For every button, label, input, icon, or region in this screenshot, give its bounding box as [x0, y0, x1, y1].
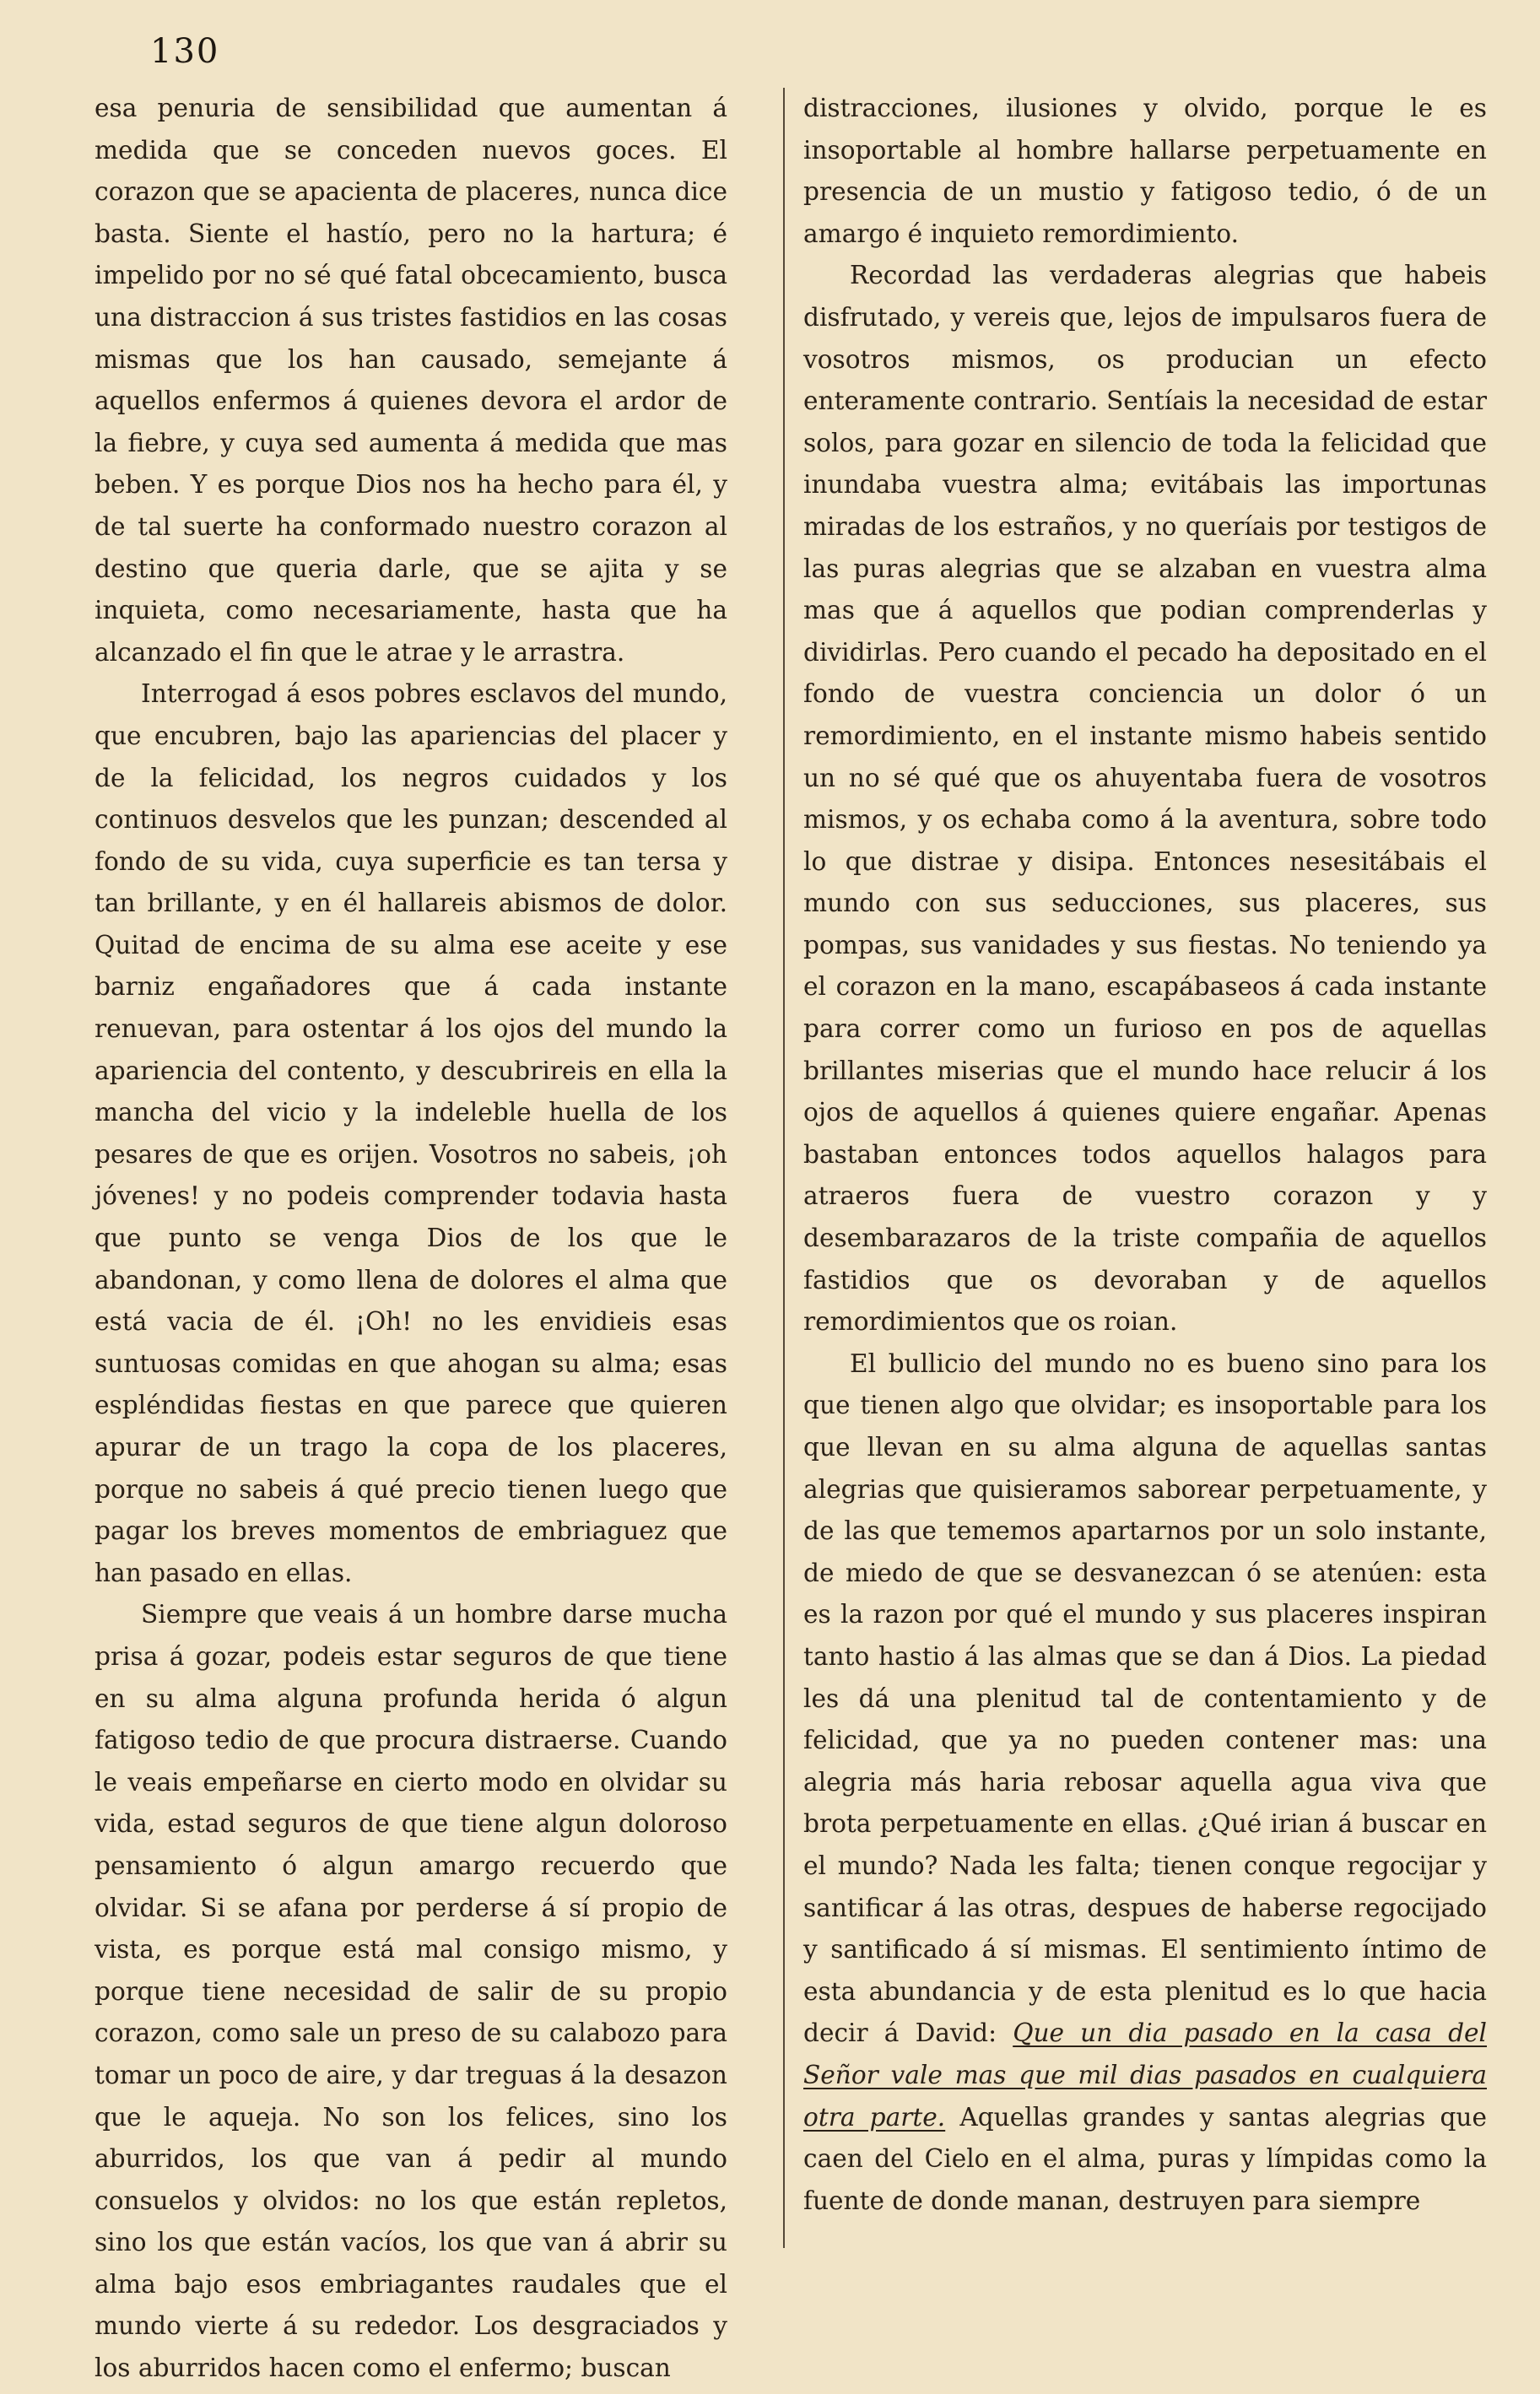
paragraph-text: Aquellas grandes y santas alegrias que caen del Cielo en el alma, puras y límpidas como la fuente de donde manan, destruyen para siempre	[803, 2102, 1487, 2215]
column-divider	[783, 88, 785, 2248]
paragraph-text: El bullicio del mundo no es bueno sino para los que tienen algo que olvidar; es insoportable para los que llevan en su alma alguna de aquellas santas alegrias que quisieramos saborear perpetuamente, y de las que tememos apartarnos por un solo instante, de miedo de que se desvanezcan ó se atenúen: esta es la razon por qué el mundo y sus placeres inspiran tanto hastio á las almas que se dan á Dios. La piedad les dá una plenitud tal de contentamiento y de felicidad, que ya no pueden contener mas: una alegria más haria rebosar aquella agua viva que brota perpetuamente en ellas. ¿Qué irian á buscar en el mundo? Nada les falta; tienen conque regocijar y santificar á las otras, despues de haberse regocijado y santificado á sí mismas. El sentimiento íntimo de esta abundancia y de esta plenitud es lo que hacia decir á David:	[803, 1348, 1487, 2048]
paragraph-with-quote	[803, 1343, 1487, 2222]
right-column	[803, 88, 1487, 2222]
paragraph-continued: esa penuria de sensibilidad que aumentan á medida que se conceden nuevos goces. El corazon que se apacienta de placeres, nunca dice basta. Siente el hastío, pero no la hartura; é impelido por no sé qué fatal obcecamiento, busca una distraccion á sus tristes fastidios en las cosas mismas que los han causado, semejante á aquellos enfermos á quienes devora el ardor de la fiebre, y cuya sed aumenta á medida que mas beben. Y es porque Dios nos ha hecho para él, y de tal suerte ha conformado nuestro corazon al destino que queria darle, que se ajita y se inquieta, como necesariamente, hasta que ha alcanzado el fin que le atrae y le arrastra.	[95, 94, 727, 667]
paragraph: Interrogad á esos pobres esclavos del mundo, que encubren, bajo las apariencias del placer y de la felicidad, los negros cuidados y los continuos desvelos que les punzan; descended al fondo de su vida, cuya superficie es tan tersa y tan brillante, y en él hallareis abismos de dolor. Quitad de encima de su alma ese aceite y ese barniz engañadores que á cada instante renuevan, para ostentar á los ojos del mundo la apariencia del contento, y descubrireis en ella la mancha del vicio y la indeleble huella de los pesares de que es orijen. Vosotros no sabeis, ¡oh jóvenes! y no podeis comprender todavia hasta que punto se venga Dios de los que le abandonan, y como llena de dolores el alma que está vacia de él. ¡Oh! no les envidieis esas suntuosas comidas en que ahogan su alma; esas espléndidas fiestas en que parece que quieren apurar de un trago la copa de los placeres, porque no sabeis á qué precio tienen luego que pagar los breves momentos de embriaguez que han pasado en ellas.	[95, 679, 727, 1587]
page-number: 130	[150, 32, 220, 71]
left-column	[95, 88, 727, 2390]
paragraph: Siempre que veais á un hombre darse mucha prisa á gozar, podeis estar seguros de que tiene en su alma alguna profunda herida ó algun fatigoso tedio de que procura distraerse. Cuando le veais empeñarse en cierto modo en olvidar su vida, estad seguros de que tiene algun doloroso pensamiento ó algun amargo recuerdo que olvidar. Si se afana por perderse á sí propio de vista, es porque está mal consigo mismo, y porque tiene necesidad de salir de su propio corazon, como sale un preso de su calabozo para tomar un poco de aire, y dar treguas á la desazon que le aqueja. No son los felices, sino los aburridos, los que van á pedir al mundo consuelos y olvidos: no los que están repletos, sino los que están vacíos, los que van á abrir su alma bajo esos embriagantes raudales que el mundo vierte á su rededor. Los desgraciados y los aburridos hacen como el enfermo; buscan	[95, 1600, 727, 2383]
paragraph: Recordad las verdaderas alegrias que habeis disfrutado, y vereis que, lejos de impulsaros fuera de vosotros mismos, os producian un efecto enteramente contrario. Sentíais la necesidad de estar solos, para gozar en silencio de toda la felicidad que inundaba vuestra alma; evitábais las importunas miradas de los estraños, y no queríais por testigos de las puras alegrias que se alzaban en vuestra alma mas que á aquellos que podian comprenderlas y dividirlas. Pero cuando el pecado ha depositado en el fondo de vuestra conciencia un dolor ó un remordimiento, en el instante mismo habeis sentido un no sé qué que os ahuyentaba fuera de vosotros mismos, y os echaba como á la aventura, sobre todo lo que distrae y disipa. Entonces nesesitábais el mundo con sus seducciones, sus placeres, sus pompas, sus vanidades y sus fiestas. No teniendo ya el corazon en la mano, escapábaseos á cada instante para correr como un furioso en pos de aquellas brillantes miserias que el mundo hace relucir á los ojos de aquellos á quienes quiere engañar. Apenas bastaban entonces todos aquellos halagos para atraeros fuera de vuestro corazon y y desembarazaros de la triste compañia de aquellos fastidios que os devoraban y de aquellos remordimientos que os roian.	[803, 261, 1487, 1337]
paragraph-continued: distracciones, ilusiones y olvido, porque le es insoportable al hombre hallarse perpetuamente en presencia de un mustio y fatigoso tedio, ó de un amargo é inquieto remordimiento.	[803, 94, 1487, 248]
scripture-quote: Que un dia pasado en la casa del Señor vale mas que mil dias pasados en cualquiera otra parte.	[803, 2018, 1488, 2132]
